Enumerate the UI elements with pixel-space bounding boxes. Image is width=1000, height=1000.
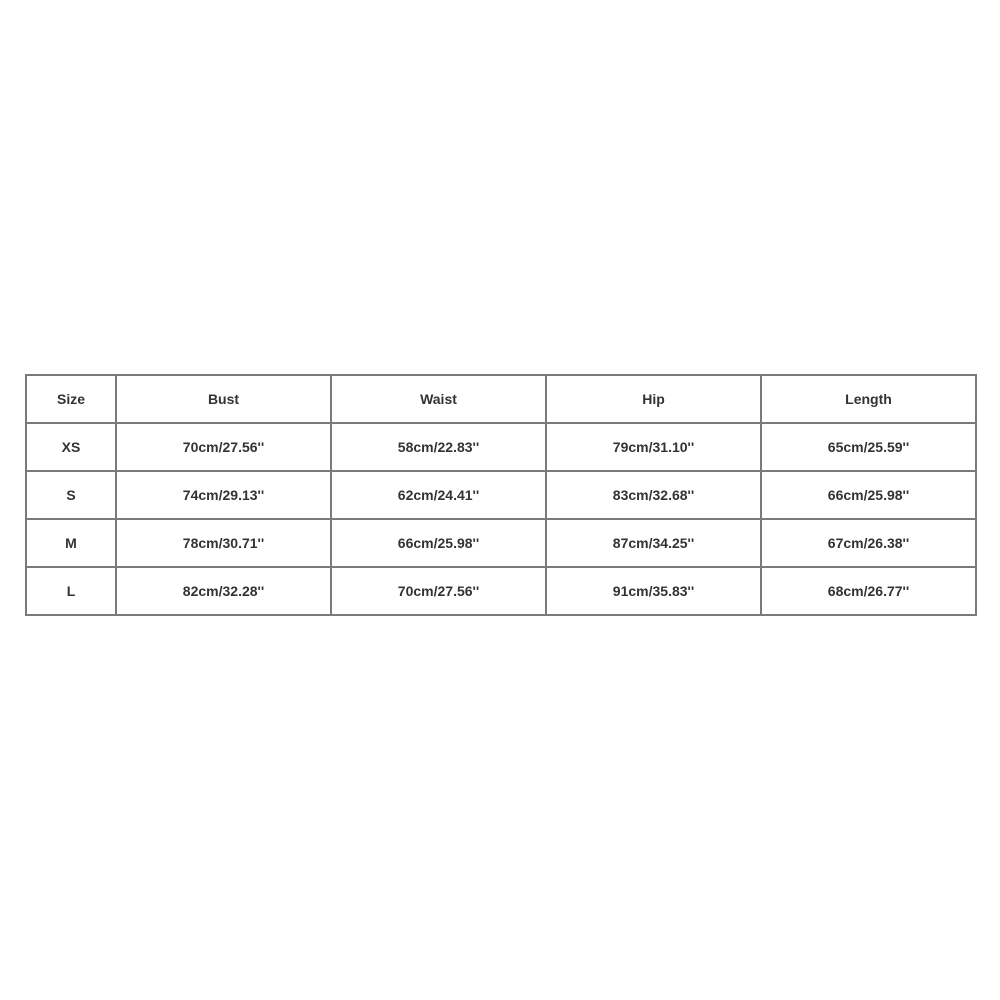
size-chart-table: [25, 374, 977, 616]
length-cell: 68cm/26.77'': [761, 567, 976, 615]
waist-cell: 66cm/25.98'': [331, 519, 546, 567]
hip-cell: 79cm/31.10'': [546, 423, 761, 471]
waist-cell: 62cm/24.41'': [331, 471, 546, 519]
header-waist: Waist: [331, 375, 546, 423]
waist-cell: 58cm/22.83'': [331, 423, 546, 471]
bust-cell: 74cm/29.13'': [116, 471, 331, 519]
table-header-row: [26, 375, 976, 423]
hip-cell: 83cm/32.68'': [546, 471, 761, 519]
header-hip: Hip: [546, 375, 761, 423]
bust-cell: 78cm/30.71'': [116, 519, 331, 567]
size-cell: XS: [26, 423, 116, 471]
hip-cell: 87cm/34.25'': [546, 519, 761, 567]
size-cell: L: [26, 567, 116, 615]
table-row: [26, 471, 976, 519]
size-cell: M: [26, 519, 116, 567]
table-row: [26, 519, 976, 567]
length-cell: 67cm/26.38'': [761, 519, 976, 567]
header-size: Size: [26, 375, 116, 423]
header-length: Length: [761, 375, 976, 423]
bust-cell: 82cm/32.28'': [116, 567, 331, 615]
waist-cell: 70cm/27.56'': [331, 567, 546, 615]
length-cell: 65cm/25.59'': [761, 423, 976, 471]
header-bust: Bust: [116, 375, 331, 423]
bust-cell: 70cm/27.56'': [116, 423, 331, 471]
hip-cell: 91cm/35.83'': [546, 567, 761, 615]
table-row: [26, 423, 976, 471]
table-row: [26, 567, 976, 615]
length-cell: 66cm/25.98'': [761, 471, 976, 519]
size-cell: S: [26, 471, 116, 519]
